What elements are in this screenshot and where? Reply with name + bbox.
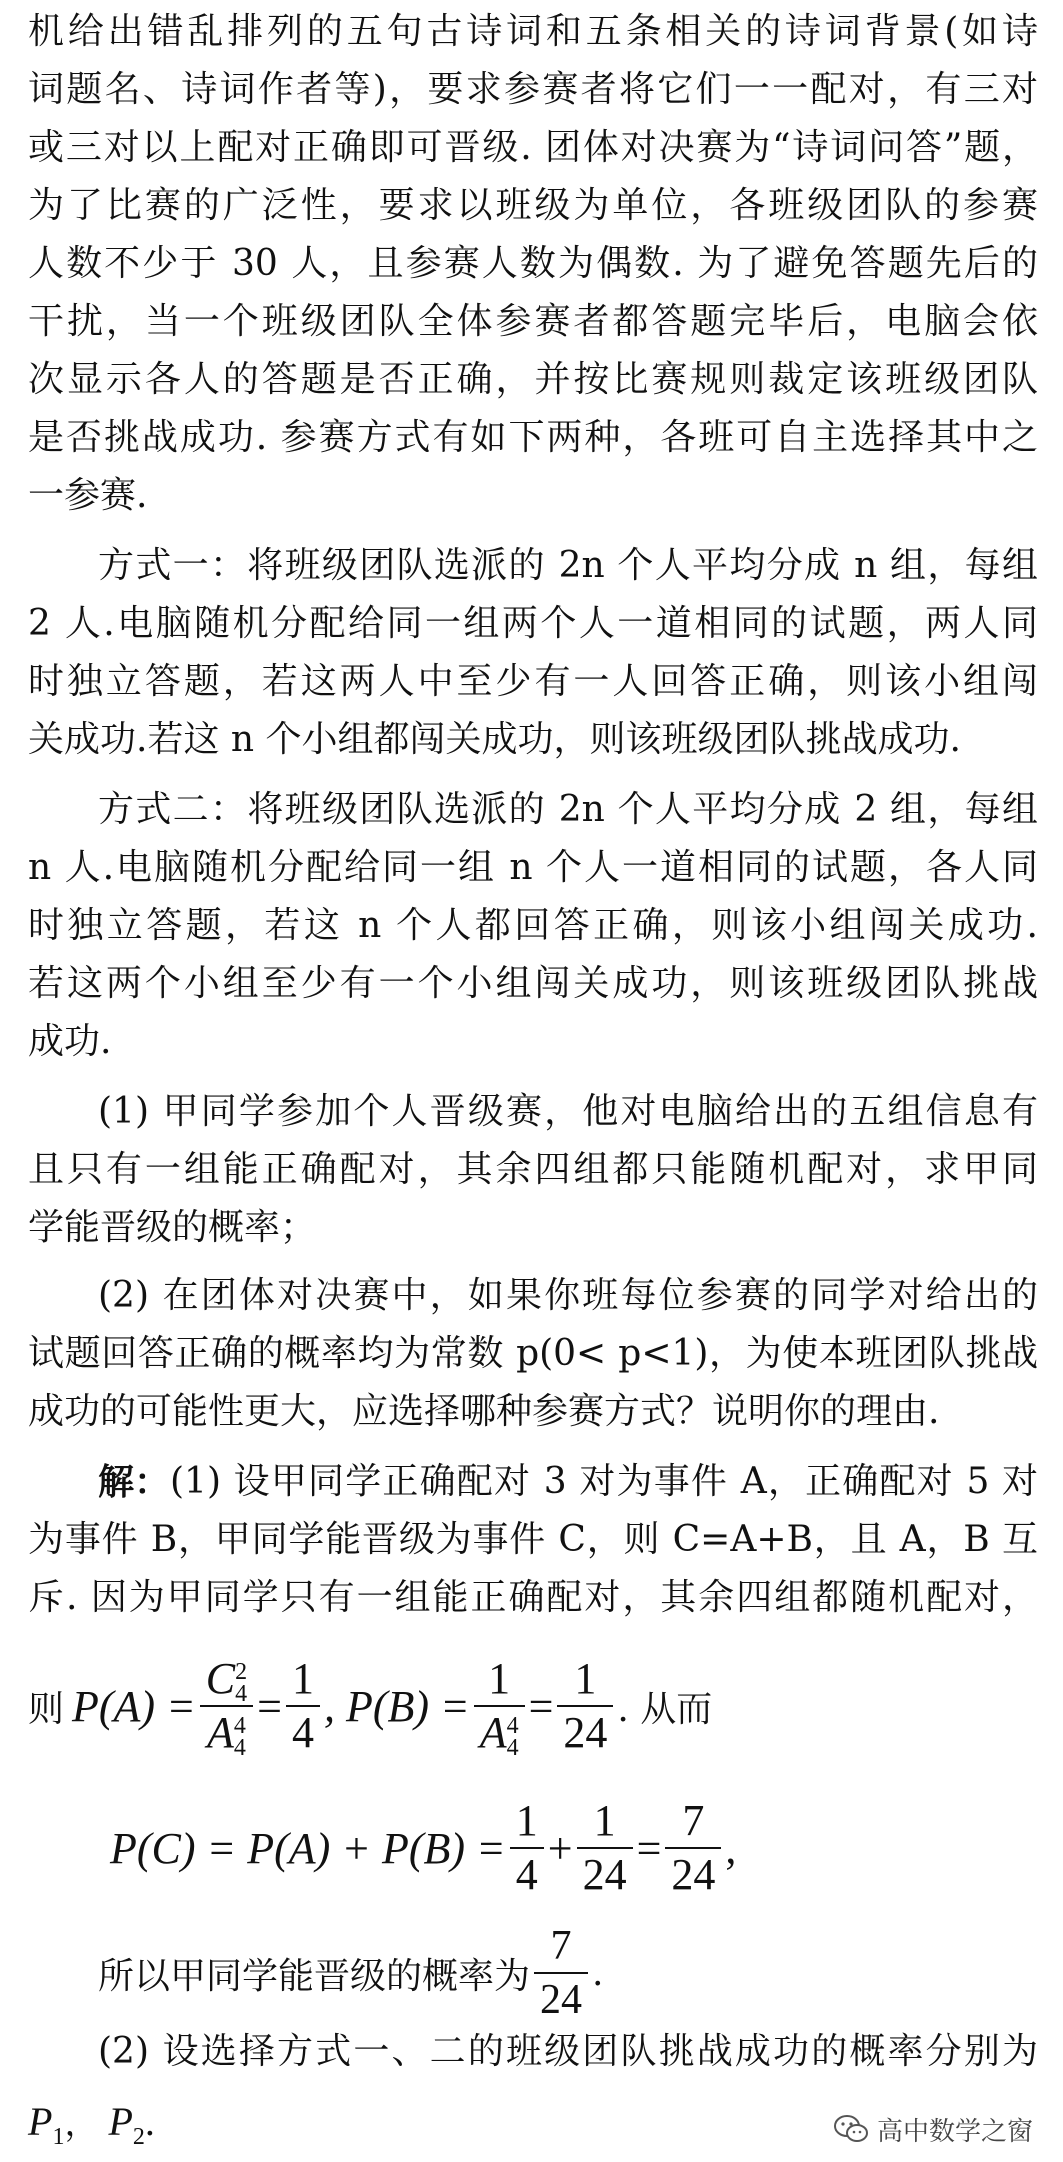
text-line: 成功. [28,1021,112,1062]
pb-label: , P(B) = [323,1681,470,1731]
p1-p2-line: $P_1$， $P_2$. [28,2099,155,2150]
comma: , [725,1823,737,1873]
a-symbol: A [479,1708,507,1757]
formula-probabilities [28,1646,712,1766]
numerator: 7 [665,1795,721,1849]
numerator: 1 [557,1653,613,1707]
denominator: 4 [515,1850,538,1899]
fraction-1-4 [286,1653,320,1759]
text-line: 方式二：将班级团队选派的 2n 个人平均分成 2 组，每组 [98,789,1038,830]
sub-1: 1 [52,2124,65,2150]
fraction-1-24 [557,1653,613,1759]
text-line: 若这两个小组至少有一个小组闯关成功，则该班级团队挑战 [28,963,1038,1004]
sub-4: 4 [233,1734,246,1761]
text-line: 干扰，当一个班级团队全体参赛者都答题完毕后，电脑会依 [28,301,1038,342]
formula-prefix: 则 [28,1688,65,1730]
denominator: 24 [582,1850,627,1899]
conclusion-text: 所以甲同学能晋级的概率为 [98,1955,531,1997]
watermark-text: 高中数学之窗 [876,2116,1033,2147]
text-line: 次显示各人的答题是否正确，并按比赛规则裁定该班级团队 [28,359,1038,400]
text-line: 且只有一组能正确配对，其余四组都只能随机配对，求甲同 [28,1149,1038,1190]
text-line: 学能晋级的概率； [28,1207,317,1248]
text-line: 方式一：将班级团队选派的 2n 个人平均分成 n 组，每组 [98,545,1038,586]
watermark [833,2112,1033,2146]
text-line: 一参赛. [28,475,148,516]
numerator: 1 [474,1653,525,1707]
equals: = [636,1823,662,1873]
a-symbol: A [207,1708,234,1757]
p2-symbol: P [108,2099,133,2144]
text-line: (2) 在团体对决赛中，如果你班每位参赛的同学对给出的 [98,1275,1038,1316]
text-line: 机给出错乱排列的五句古诗词和五条相关的诗词背景(如诗 [28,11,1038,52]
denominator: 24 [671,1850,716,1899]
text-line: 为事件 B，甲同学能晋级为事件 C，则 C=A+B，且 A，B 互 [28,1519,1038,1560]
fraction-1-24 [577,1795,633,1901]
numerator: 1 [577,1795,633,1849]
denominator: 24 [540,1977,583,2023]
equals: = [257,1681,282,1731]
pc-equation: P(C) = P(A) + P(B) = [110,1823,506,1873]
sup-2: 2 [235,1658,248,1685]
text-line: 时独立答题，若这两人中至少有一人回答正确，则该小组闯 [28,661,1038,702]
text-line: 关成功.若这 n 个小组都闯关成功，则该班级团队挑战成功. [28,719,961,760]
text-line: n 人.电脑随机分配给同一组 n 个人一道相同的试题，各人同 [28,847,1038,888]
text-line: 人数不少于 30 人，且参赛人数为偶数. 为了避免答题先后的 [28,243,1038,284]
denominator: 4 [291,1708,314,1757]
text-line: 词题名、诗词作者等)，要求参赛者将它们一一配对，有三对 [28,69,1038,110]
fraction-1-a44 [474,1653,525,1759]
sup-4: 4 [506,1712,519,1739]
denominator: 24 [563,1708,608,1757]
solution-label: 解： [98,1461,171,1503]
solution-first-line [98,1458,1038,1506]
pa-label: P(A) = [72,1681,196,1731]
sub-2: 2 [132,2124,145,2150]
text-line: 2 人.电脑随机分配给同一组两个人一道相同的试题，两人同 [28,603,1038,644]
sup-4: 4 [233,1712,246,1739]
formula-pc [110,1788,736,1908]
text-line: (2) 设选择方式一、二的班级团队挑战成功的概率分别为 [98,2031,1038,2072]
text-line: 为了比赛的广泛性，要求以班级为单位，各班级团队的参赛 [28,185,1038,226]
text-line: 斥. 因为甲同学只有一组能正确配对，其余四组都随机配对， [28,1577,1038,1618]
wechat-icon [833,2114,869,2144]
fraction-1-4 [510,1795,544,1901]
text-line: 成功的可能性更大，应选择哪种参赛方式？说明你的理由. [28,1391,940,1432]
numerator: 1 [510,1795,544,1849]
numerator: 7 [534,1920,588,1974]
text-line: 时独立答题，若这 n 个人都回答正确，则该小组闯关成功. [28,905,1038,946]
plus: + [547,1823,573,1873]
c-symbol: C [205,1654,236,1703]
text-line: 是否挑战成功. 参赛方式有如下两种，各班可自主选择其中之 [28,417,1038,458]
fraction-7-24 [534,1920,588,2026]
numerator: 1 [286,1653,320,1707]
p1-symbol: P [28,2099,53,2144]
formula-suffix: . 从而 [617,1688,713,1730]
sub-4: 4 [506,1734,519,1761]
text-line: (1) 甲同学参加个人晋级赛，他对电脑给出的五组信息有 [98,1091,1038,1132]
fraction-c42-a44 [200,1653,253,1759]
equals: = [528,1681,554,1731]
sub-4: 4 [235,1680,248,1707]
text-line: 或三对以上配对正确即可晋级. 团体对决赛为“诗词问答”题， [28,127,1038,168]
fraction-7-24 [665,1795,721,1901]
text-line: (1) 设甲同学正确配对 3 对为事件 A，正确配对 5 对 [170,1461,1038,1502]
text-line: 试题回答正确的概率均为常数 p(0< p<1)，为使本班团队挑战 [28,1333,1038,1374]
conclusion-line: 所以甲同学能晋级的概率为 $\frac{7}{24}$ . [98,1918,603,2028]
